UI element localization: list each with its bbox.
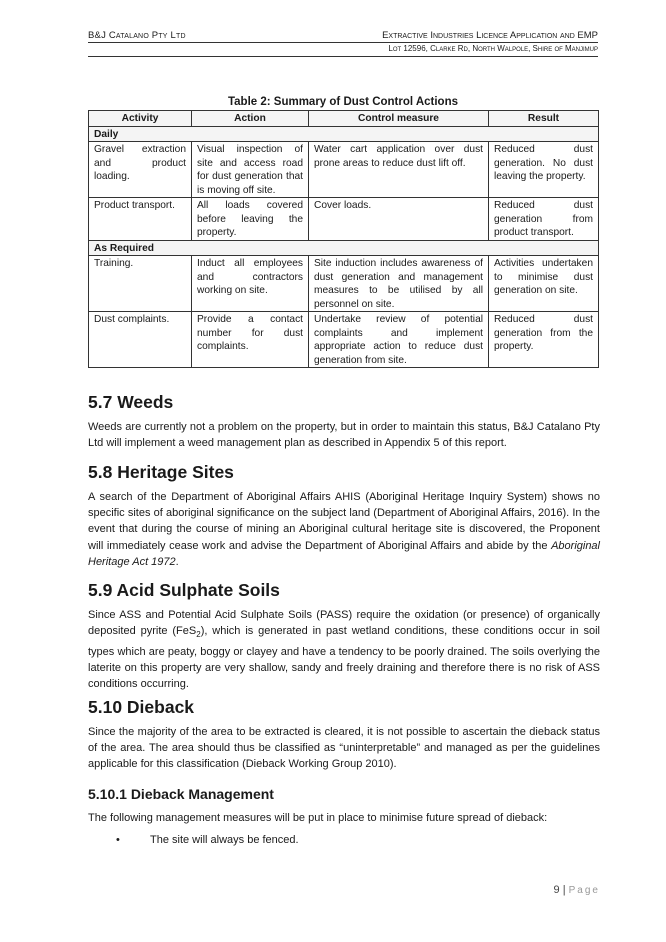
bullet-marker: •: [116, 834, 120, 846]
paragraph-acid-sulphate-soils: [88, 607, 600, 692]
paragraph-heritage-sites: [88, 489, 600, 570]
heading-heritage-sites: 5.8 Heritage Sites: [88, 462, 234, 482]
column-header: Control measure: [309, 111, 489, 127]
page-word: Page: [568, 885, 600, 896]
table-cell: Gravel extraction and product loading.: [89, 142, 192, 198]
page-number-value: 9: [553, 884, 560, 896]
heritage-text: A search of the Department of Aboriginal Affairs AHIS (Aboriginal Heritage Inquiry System) shows no specific sites of aboriginal significance on the subject land (Department of Aboriginal Affairs, 2016). In the event that during the course of mining an Aboriginal cultural heritage site is discovered, the Proponent will immediately cease work and advise the Department of Aboriginal Affairs and abide by the: [88, 491, 600, 552]
column-header: Result: [489, 111, 599, 127]
page-separator: |: [562, 884, 566, 896]
table-cell: Induct all employees and contractors working on site.: [192, 256, 309, 312]
table-row: [89, 198, 599, 241]
page-header: [88, 28, 598, 57]
table-cell: Activities undertaken to minimise dust generation on site.: [489, 256, 599, 312]
acid-text-after: ), which is generated in past wetland conditions, these conditions occur in soil types which are peaty, boggy or clayey and have a tendency to be poorly drained. The soils overlying the laterite on this property are very shallow, sandy and freely draining and therefore there is no risk of ASS conditions occurring.: [88, 625, 600, 690]
heritage-end: .: [175, 555, 179, 568]
table-cell: Product transport.: [89, 198, 192, 241]
section-title-daily: Daily: [89, 126, 599, 142]
table-cell: Water cart application over dust prone areas to reduce dust lift off.: [309, 142, 489, 198]
table-cell: Visual inspection of site and access road for dust generation that is moving off site.: [192, 142, 309, 198]
table-row: [89, 312, 599, 368]
document-location: Lot 12596, Clarke Rd, North Walpole, Shire of Manjimup: [388, 44, 598, 53]
paragraph-dieback-management: The following management measures will be put in place to minimise future spread of dieback:: [88, 812, 548, 824]
table-cell: Provide a contact number for dust complaints.: [192, 312, 309, 368]
heading-dieback-management: 5.10.1 Dieback Management: [88, 786, 274, 802]
heading-weeds: 5.7 Weeds: [88, 392, 174, 412]
table-header-row: [89, 111, 599, 127]
section-row: [89, 240, 599, 256]
table-cell: Site induction includes awareness of dust generation and management measures to be utilised by all personnel on site.: [309, 256, 489, 312]
table-caption: Table 2: Summary of Dust Control Actions: [227, 96, 459, 108]
acid-text-before: Since ASS and Potential Acid Sulphate Soils (PASS) require the oxidation (or presence) of organically deposited pyrite (FeS: [88, 609, 600, 638]
section-title-as-required: As Required: [89, 240, 599, 256]
heading-acid-sulphate-soils: 5.9 Acid Sulphate Soils: [88, 580, 280, 600]
page-number: [554, 884, 600, 896]
acid-subscript: 2: [196, 630, 201, 640]
dust-control-table: [88, 110, 599, 368]
table-cell: Reduced dust generation from product transport.: [489, 198, 599, 241]
header-rule: [88, 42, 598, 43]
table-row: [89, 256, 599, 312]
table-cell: Undertake review of potential complaints and implement appropriate action to reduce dust generation from site.: [309, 312, 489, 368]
column-header: Activity: [89, 111, 192, 127]
paragraph-weeds: Weeds are currently not a problem on the property, but in order to maintain this status, B&J Catalano Pty Ltd will implement a weed management plan as described in Appendix 5 of this report.: [88, 421, 600, 450]
bullet-item: The site will always be fenced.: [150, 834, 299, 846]
section-row: [89, 126, 599, 142]
table-cell: Reduced dust generation from the property.: [489, 312, 599, 368]
table-cell: Training.: [89, 256, 192, 312]
heritage-act-citation: Aboriginal Heritage Act 1972: [88, 539, 600, 568]
column-header: Action: [192, 111, 309, 127]
document-title: Extractive Industries Licence Application and EMP: [382, 30, 598, 41]
table-cell: Cover loads.: [309, 198, 489, 241]
table-cell: Dust complaints.: [89, 312, 192, 368]
table-cell: All loads covered before leaving the property.: [192, 198, 309, 241]
table-cell: Reduced dust generation. No dust leaving the property.: [489, 142, 599, 198]
paragraph-dieback: Since the majority of the area to be extracted is cleared, it is not possible to ascertain the dieback status of the area. The area should thus be classified as “uninterpretable” and managed as per the guidelines applicable for this classification (Dieback Working Group 2010).: [88, 726, 600, 771]
heading-dieback: 5.10 Dieback: [88, 697, 195, 717]
company-name: B&J Catalano Pty Ltd: [88, 30, 186, 41]
table-row: [89, 142, 599, 198]
